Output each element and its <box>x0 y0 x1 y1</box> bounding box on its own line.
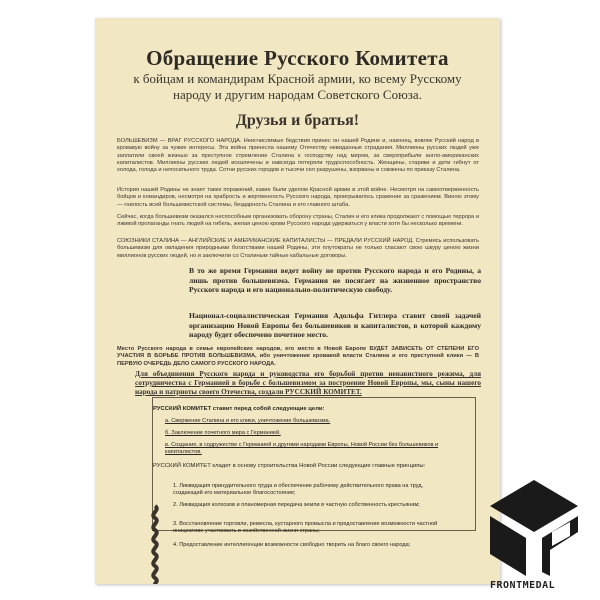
paragraph-now: Сейчас, когда большевизм оказался неспособным организовать оборону страны, Сталин и его клика продолжают с помощью террора и лживой пропаганды гнать людей на гибель, желая ценою крови Русского народа удержаться у власти хотя бы несколько времени. <box>117 214 479 228</box>
principle-item: 1. Ликвидация принудительного труда и обеспечение рабочему действительного права на труд, создающий его материальное благосостояние; <box>173 483 424 497</box>
paragraph-unite: Для объединения Русского народа и руководства его борьбой против ненавистного режима, для сотрудничества с Германией в борьбе с большевизмом за построение Новой Европы, мы, сыны нашего народа и патриоты своего Отечества, создали РУССКИЙ КОМИТЕТ. <box>135 370 481 396</box>
leaflet-subtitle: к бойцам и командирам Красной армии, ко всему Русскому народу и другим народам Советского Союза. <box>133 71 462 102</box>
wavy-bracket-icon <box>145 504 165 584</box>
principles-intro: РУССКИЙ КОМИТЕТ кладет в основу строительства Новой России следующие главные принципы: <box>153 463 426 469</box>
goals-intro: РУССКИЙ КОМИТЕТ ставит перед собой следующие цели: <box>153 406 325 412</box>
leaflet-sheet <box>95 18 500 584</box>
paragraph-germany: В то же время Германия ведет войну не против Русского народа и его Родины, а лишь против большевизма. Германия не посягает на жизненное пространство Русского народа и его национально-политическую свободу. <box>189 266 481 295</box>
goal-item: б. Заключение почетного мира с Германией. <box>165 430 281 436</box>
principle-item: 3. Восстановление торговли, ремесла, кустарного промысла и предоставление возможности частной инициативе участвовать в хозяйственной жизни страны; <box>173 521 438 535</box>
leaflet-greeting: Друзья и братья! <box>235 112 360 129</box>
frontmedal-watermark-text: FRONTMEDAL <box>490 580 556 591</box>
goal-item: а. Свержение Сталина и его клики, уничтожение большевизма. <box>165 418 331 424</box>
paragraph-place: Место Русского народа в семье европейских народов, его место в Новой Европе БУДЕТ ЗАВИСЕТЬ ОТ СТЕПЕНИ ЕГО УЧАСТИЯ В БОРЬБЕ ПРОТИВ БОЛЬШЕВИЗМА, ибо уничтожение кровавой власти Сталина и его преступной клики — В ПЕРВУЮ ОЧЕРЕДЬ ДЕЛО САМОГО РУССКОГО НАРОДА. <box>117 346 479 367</box>
paragraph-bolshevism: БОЛЬШЕВИЗМ — ВРАГ РУССКОГО НАРОДА. Неисчислимые бедствия принес он нашей Родине и, наконец, вовлек Русский народ в кровавую войну за чужие интересы. Эта война принесла нашему Отечеству невиданные страдания. Миллионы русских людей уже заплатили своей жизнью за преступное стремление Сталина к господству над миром, за сверхприбыли англо-американских капиталистов. Миллионы русских людей искалечены и навсегда потеряли трудоспособность. Женщины, старики и дети гибнут от холода, голода и непосильного труда. Сотни русских городов и тысячи сел разрушены, взорваны и сожжены по приказу Сталина. <box>117 138 479 174</box>
paragraph-new-europe: Национал-социалистическая Германия Адольфа Гитлера ставит своей задачей организацию Новой Европы без большевиков и капиталистов, в которой каждому народу будет обеспечено почетное место. <box>189 311 481 340</box>
paragraph-history: История нашей Родины не знает таких поражений, какие были уделом Красной армии в этой войне. Несмотря на самоотверженность бойцов и командиров, несмотря на храбрость и жертвенность Русского народа, проигрывалось сражение за сражением. Виною этому — гнилость всей большевистской системы, бездарность Сталина и его главного штаба. <box>117 187 479 208</box>
principle-item: 4. Предоставление интеллигенции возможности свободно творить на благо своего народа; <box>173 542 411 548</box>
principle-item: 2. Ликвидация колхозов и планомерная передача земли в частную собственность крестьянам; <box>173 502 420 508</box>
leaflet-title: Обращение Русского Комитета <box>146 46 449 70</box>
frontmedal-logo-icon <box>490 480 578 576</box>
paragraph-allies: СОЮЗНИКИ СТАЛИНА — АНГЛИЙСКИЕ И АМЕРИКАНСКИЕ КАПИТАЛИСТЫ — ПРЕДАЛИ РУССКИЙ НАРОД. Стремясь использовать большевизм для овладения природными богатствами нашей Родины, эти плутократы не только спасают свою шкуру ценою жизни миллионов русских людей, но и заключили со Сталиным тайные кабальные договоры. <box>117 238 479 259</box>
goal-item: в. Создание, в содружестве с Германией и другими народами Европы, Новой России без большевиков и капиталистов. <box>165 442 439 456</box>
